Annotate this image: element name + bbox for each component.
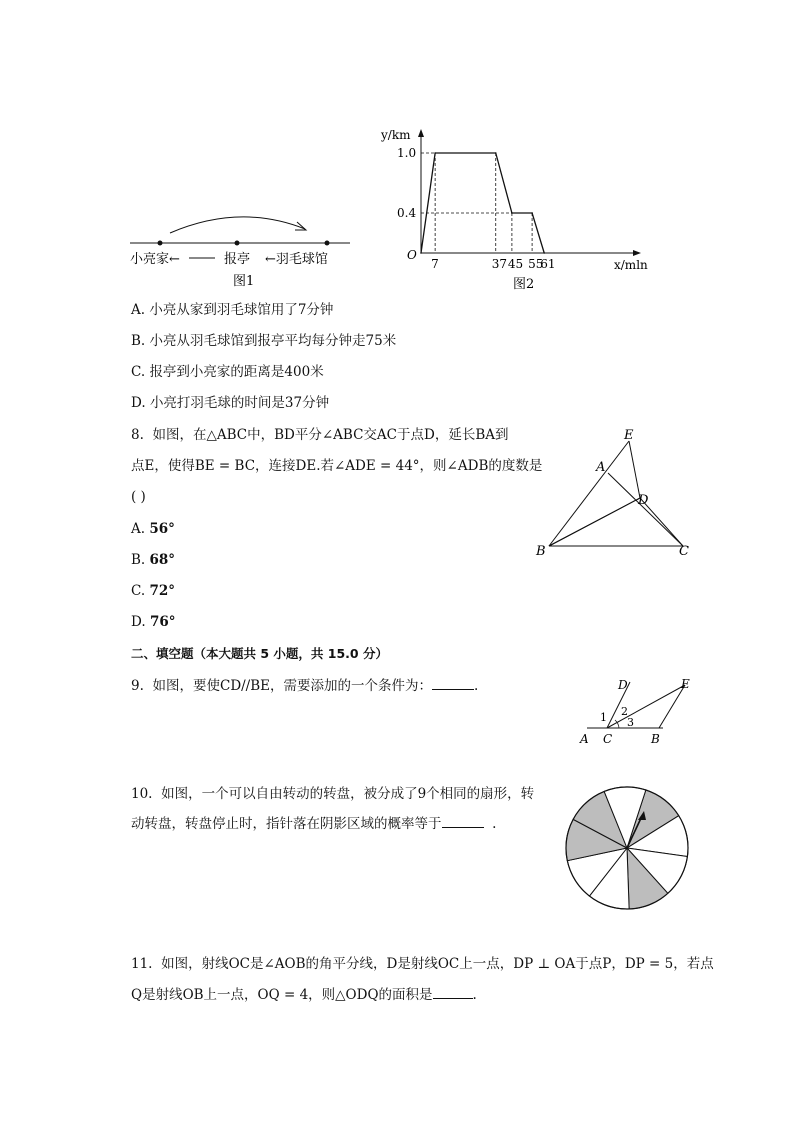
q8-option-c: C. 72° (131, 583, 175, 599)
label-e: E (681, 677, 690, 691)
point-gym (325, 241, 330, 246)
q10-line-2: 动转盘，转盘停止时，指针落在阴影区域的概率等于 . (131, 816, 497, 832)
x-axis-label: x/mln (614, 258, 648, 272)
line-b-e (659, 685, 685, 728)
q9-line: 9. 如图，要使CD//BE，需要添加的一个条件为： . (131, 678, 479, 694)
figure-2-chart (381, 125, 660, 295)
triangle-abc (549, 498, 683, 546)
q7-option-d: D. 小亮打羽毛球的时间是37分钟 (131, 395, 330, 411)
q7-option-c: C. 报亭到小亮家的距离是400米 (131, 364, 324, 380)
q8-option-a: A. 56° (131, 521, 175, 537)
segment-b-d (549, 498, 640, 546)
label-e: E (624, 428, 634, 443)
label-a: A (580, 732, 589, 746)
q11-line-1: 11. 如图，射线OC是∠AOB的角平分线，D是射线OC上一点，DP ⊥ OA于点P，DP = 5，若点 (131, 956, 714, 972)
section-title: 二、填空题（本大题共 5 小题，共 15.0 分） (131, 646, 388, 661)
spinner-figure (562, 783, 692, 913)
q8-line-1: 8. 如图，在△ABC中，BD平分∠ABC交AC于点D，延长BA到 (131, 427, 509, 443)
angle-1: 1 (600, 711, 607, 724)
angle-2: 2 (621, 705, 628, 718)
figure-1 (125, 205, 385, 295)
label-home: 小亮家← (130, 252, 180, 267)
q8-option-d: D. 76° (131, 614, 176, 630)
q8-option-b: B. 68° (131, 552, 176, 568)
segment-b-e (549, 441, 629, 546)
segment-e-d (629, 441, 640, 498)
data-point (531, 212, 533, 214)
label-b: B (536, 544, 546, 559)
x-axis-arrow (633, 250, 641, 256)
q11-line-2: Q是射线OB上一点，OQ = 4，则△ODQ的面积是 . (131, 987, 477, 1003)
label-kiosk: 报亭 (224, 252, 251, 267)
label-a: A (596, 460, 606, 475)
x-tick-label: 55 (528, 257, 544, 271)
y-tick-label: 0.4 (397, 206, 417, 220)
caption-fig2: 图2 (513, 277, 535, 292)
point-kiosk (235, 241, 240, 246)
y-axis-label: y/km (381, 128, 411, 142)
q10-answer-blank[interactable] (442, 815, 484, 828)
label-b: B (651, 732, 660, 746)
x-tick-label: 61 (540, 257, 556, 271)
q9-answer-blank[interactable] (432, 677, 474, 690)
q8-line-2: 点E，使得BE = BC，连接DE.若∠ADE = 44°，则∠ADB的度数是 (131, 458, 543, 474)
origin-label: O (407, 248, 417, 262)
label-c: C (679, 544, 689, 559)
q8-line-3: ( ) (131, 489, 146, 505)
x-tick-label: 45 (507, 257, 524, 271)
data-point (543, 252, 545, 254)
y-axis-arrow (418, 129, 424, 137)
label-d: D (638, 493, 649, 508)
q8-triangle-figure (530, 425, 700, 565)
arc-arrow (170, 217, 305, 233)
data-point (434, 152, 436, 154)
q7-option-a: A. 小亮从家到羽毛球馆用了7分钟 (131, 302, 334, 318)
q7-option-b: B. 小亮从羽毛球馆到报亭平均每分钟走75米 (131, 333, 397, 349)
q9-parallel-figure (575, 672, 700, 752)
data-point (420, 252, 422, 254)
data-point (495, 152, 497, 154)
label-gym: ←羽毛球馆 (265, 252, 328, 267)
x-tick-label: 37 (491, 257, 508, 271)
label-c: C (603, 732, 613, 746)
label-d: D (618, 678, 628, 692)
q11-answer-blank[interactable] (433, 986, 473, 999)
q10-line-1: 10. 如图，一个可以自由转动的转盘，被分成了9个相同的扇形，转 (131, 786, 535, 802)
x-tick-label: 7 (431, 257, 439, 271)
angle-3: 3 (627, 716, 634, 729)
caption-fig1: 图1 (233, 274, 255, 289)
data-point (511, 212, 513, 214)
y-tick-label: 1.0 (397, 146, 417, 160)
point-home (158, 241, 163, 246)
series-line (421, 153, 544, 253)
